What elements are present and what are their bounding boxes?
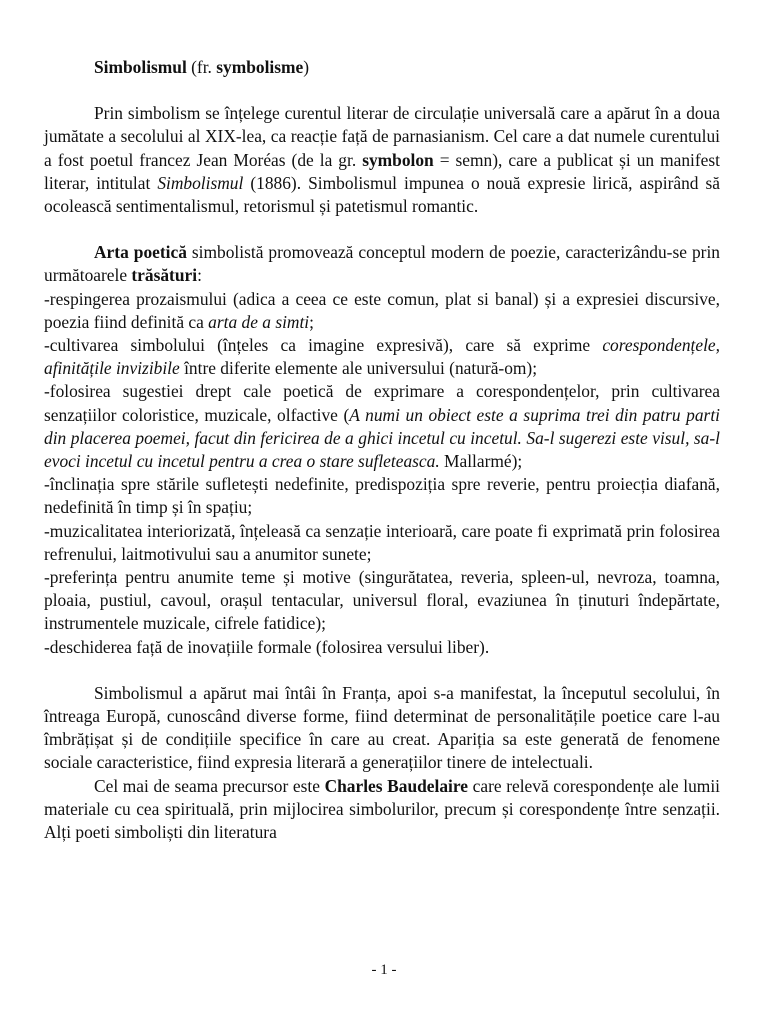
italic-text: arta de a simti (208, 311, 310, 332)
text: între diferite elemente ale universului (natură-om); (179, 358, 538, 379)
italic-text: corespondențele, afinitățile invizibile (44, 335, 720, 379)
italic-quote: A numi un obiect este a suprima trei din patru parti din placerea poemei, facut din fericirea de a ghici incetul cu incetul. Sa-l sugerezi este visul, sa-l evoci incetul cu incetul pentru a crea o stare sufleteasca. (44, 404, 720, 472)
title-term: Simbolismul (94, 57, 187, 77)
text: Cel mai de seama precursor este (94, 775, 325, 796)
text: Mallarmé); (439, 451, 523, 472)
list-item (44, 334, 720, 380)
text: (1886). Simbolismul impunea o nouă expresie lirică, aspirând să ocolească sentimentalismul, retorismul și patetismul romantic. (44, 172, 720, 217)
text: = semn), care a publicat și un manifest literar, intitulat (44, 149, 720, 193)
paragraph-intro (44, 102, 720, 218)
text: -folosirea sugestiei drept cale poetică de exprimare a corespondențelor, prin cultivarea senzațiilor coloristice, muzicale, olfactive ( (44, 381, 720, 425)
document-title (44, 56, 720, 79)
spacer (44, 218, 720, 241)
text: simbolistă promovează conceptul modern de poezie, caracterizându-se prin următoarele (44, 242, 720, 286)
list-item: -deschiderea față de inovațiile formale (folosirea versului liber). (44, 636, 490, 657)
text: -cultivarea simbolului (înțeles ca imagine expresivă), care să exprime (44, 335, 603, 356)
bold-term: symbolon (362, 149, 434, 170)
bold-term: trăsături (131, 265, 198, 286)
title-mid: (fr. (186, 57, 217, 77)
page-number: - 1 - (371, 962, 397, 978)
text: ; (309, 311, 314, 332)
bold-name: Charles Baudelaire (324, 775, 468, 796)
text: : (197, 265, 202, 286)
paragraph-precursor (44, 775, 720, 845)
title-end: ) (303, 57, 310, 77)
document-body (44, 56, 720, 844)
paragraph-origins: Simbolismul a apărut mai întâi în Franța, apoi s-a manifestat, la începutul secolului, în întreaga Europă, cunoscând diverse forme, fiind determinat de personalitățile poetice care l-au îmbrățișat și de condițiile specifice în care au creat. Apariția sa este generată de fenomene sociale caracteristice, fiind expresia literară a generațiilor tinere de intelectuali. (44, 682, 720, 773)
title-french-term: symbolisme (216, 57, 304, 77)
paragraph-arta-poetica (44, 241, 720, 287)
text: -respingerea prozaismului (adica a ceea ce este comun, plat si banal) și a expresiei discursive, poezia fiind definită ca (44, 288, 720, 332)
italic-title: Simbolismul (157, 172, 244, 193)
list-item (44, 288, 720, 334)
list-item: -muzicalitatea interiorizată, înțeleasă ca senzație interioară, care poate fi exprimată prin folosirea refrenului, laitmotivului sau a anumitor sunete; (44, 520, 720, 564)
list-item: -preferința pentru anumite teme și motive (singurătatea, reveria, spleen-ul, nevroza, toamna, ploaia, pustiul, cavoul, orașul tentacular, universul floral, evaziunea în ținuturi îndepărtate, instrumentele muzicale, cifrele fatidice); (44, 567, 720, 634)
bold-term: Arta poetică (94, 242, 187, 263)
spacer (44, 659, 720, 682)
text: Prin simbolism se înțelege curentul literar de circulație universală care a apărut în a doua jumătate a secolului al XIX-lea, ca reacție față de parnasianism. Cel care a dat numele curentului a fost poetul francez Jean Moréas (de la gr. (44, 103, 720, 170)
list-item (44, 380, 720, 473)
spacer (44, 79, 720, 102)
text: care relevă corespondențe ale lumii materiale cu cea spirituală, prin mijlocirea simbolurilor, precum și corespondențe între senzații. Alți poeti simboliști din literatura (44, 775, 720, 843)
list-item: -înclinația spre stările sufletești nedefinite, predispoziția spre reverie, pentru proiecția diafană, nedefinită în timp și în spațiu; (44, 474, 720, 518)
